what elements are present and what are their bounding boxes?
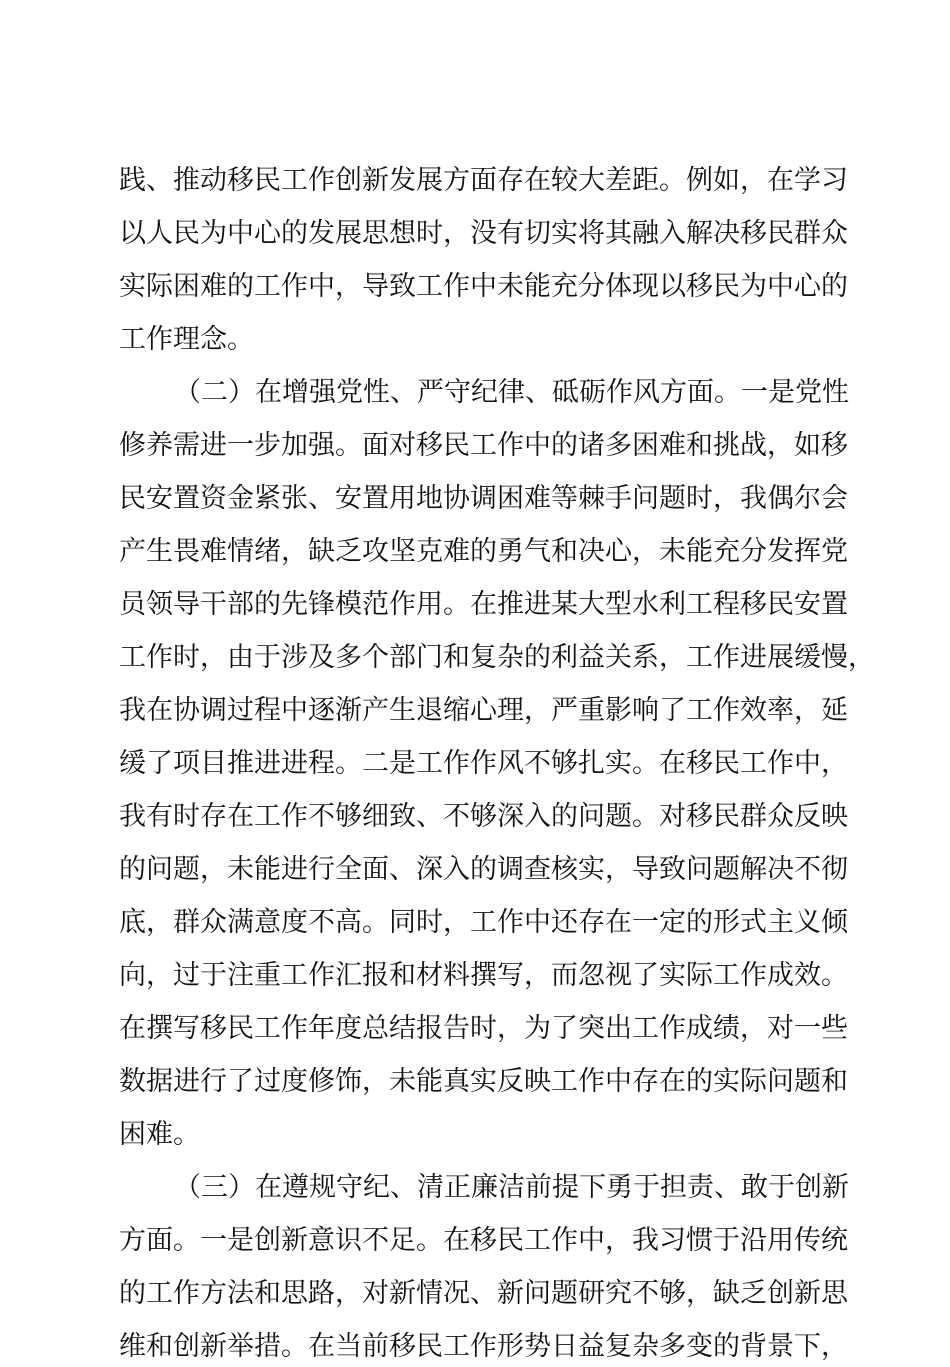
text-line: 我有时存在工作不够细致、不够深入的问题。对移民群众反映	[119, 801, 848, 832]
text-line: 向，过于注重工作汇报和材料撰写，而忽视了实际工作成效。	[119, 960, 848, 991]
text-line: 方面。一是创新意识不足。在移民工作中，我习惯于沿用传统	[119, 1225, 848, 1256]
text-line: 实际困难的工作中，导致工作中未能充分体现以移民为中心的	[119, 271, 848, 302]
text-line: 产生畏难情绪，缺乏攻坚克难的勇气和决心，未能充分发挥党	[119, 536, 848, 567]
text-line: 维和创新举措。在当前移民工作形势日益复杂多变的背景下，	[119, 1331, 848, 1362]
text-line: 工作理念。	[119, 324, 254, 355]
paragraph-heading-line: （三）在遵规守纪、清正廉洁前提下勇于担责、敢于创新	[174, 1172, 849, 1203]
text-line: 的工作方法和思路，对新情况、新问题研究不够，缺乏创新思	[119, 1278, 848, 1309]
text-line: 民安置资金紧张、安置用地协调困难等棘手问题时，我偶尔会	[119, 483, 848, 514]
text-line: 以人民为中心的发展思想时，没有切实将其融入解决移民群众	[119, 218, 848, 249]
text-line: 数据进行了过度修饰，未能真实反映工作中存在的实际问题和	[119, 1066, 848, 1097]
text-line: 工作时，由于涉及多个部门和复杂的利益关系，工作进展缓慢，	[119, 642, 875, 673]
text-line: 底，群众满意度不高。同时，工作中还存在一定的形式主义倾	[119, 907, 848, 938]
text-line: 践、推动移民工作创新发展方面存在较大差距。例如，在学习	[119, 165, 848, 196]
text-line: 缓了项目推进进程。二是工作作风不够扎实。在移民工作中，	[119, 748, 848, 779]
text-line: 我在协调过程中逐渐产生退缩心理，严重影响了工作效率，延	[119, 695, 848, 726]
text-line: 在撰写移民工作年度总结报告时，为了突出工作成绩，对一些	[119, 1013, 848, 1044]
text-line: 修养需进一步加强。面对移民工作中的诸多困难和挑战，如移	[119, 430, 848, 461]
text-line: 员领导干部的先锋模范作用。在推进某大型水利工程移民安置	[119, 589, 848, 620]
paragraph-heading-line: （二）在增强党性、严守纪律、砥砺作风方面。一是党性	[174, 377, 849, 408]
text-line: 困难。	[119, 1119, 200, 1150]
text-line: 的问题，未能进行全面、深入的调查核实，导致问题解决不彻	[119, 854, 848, 885]
